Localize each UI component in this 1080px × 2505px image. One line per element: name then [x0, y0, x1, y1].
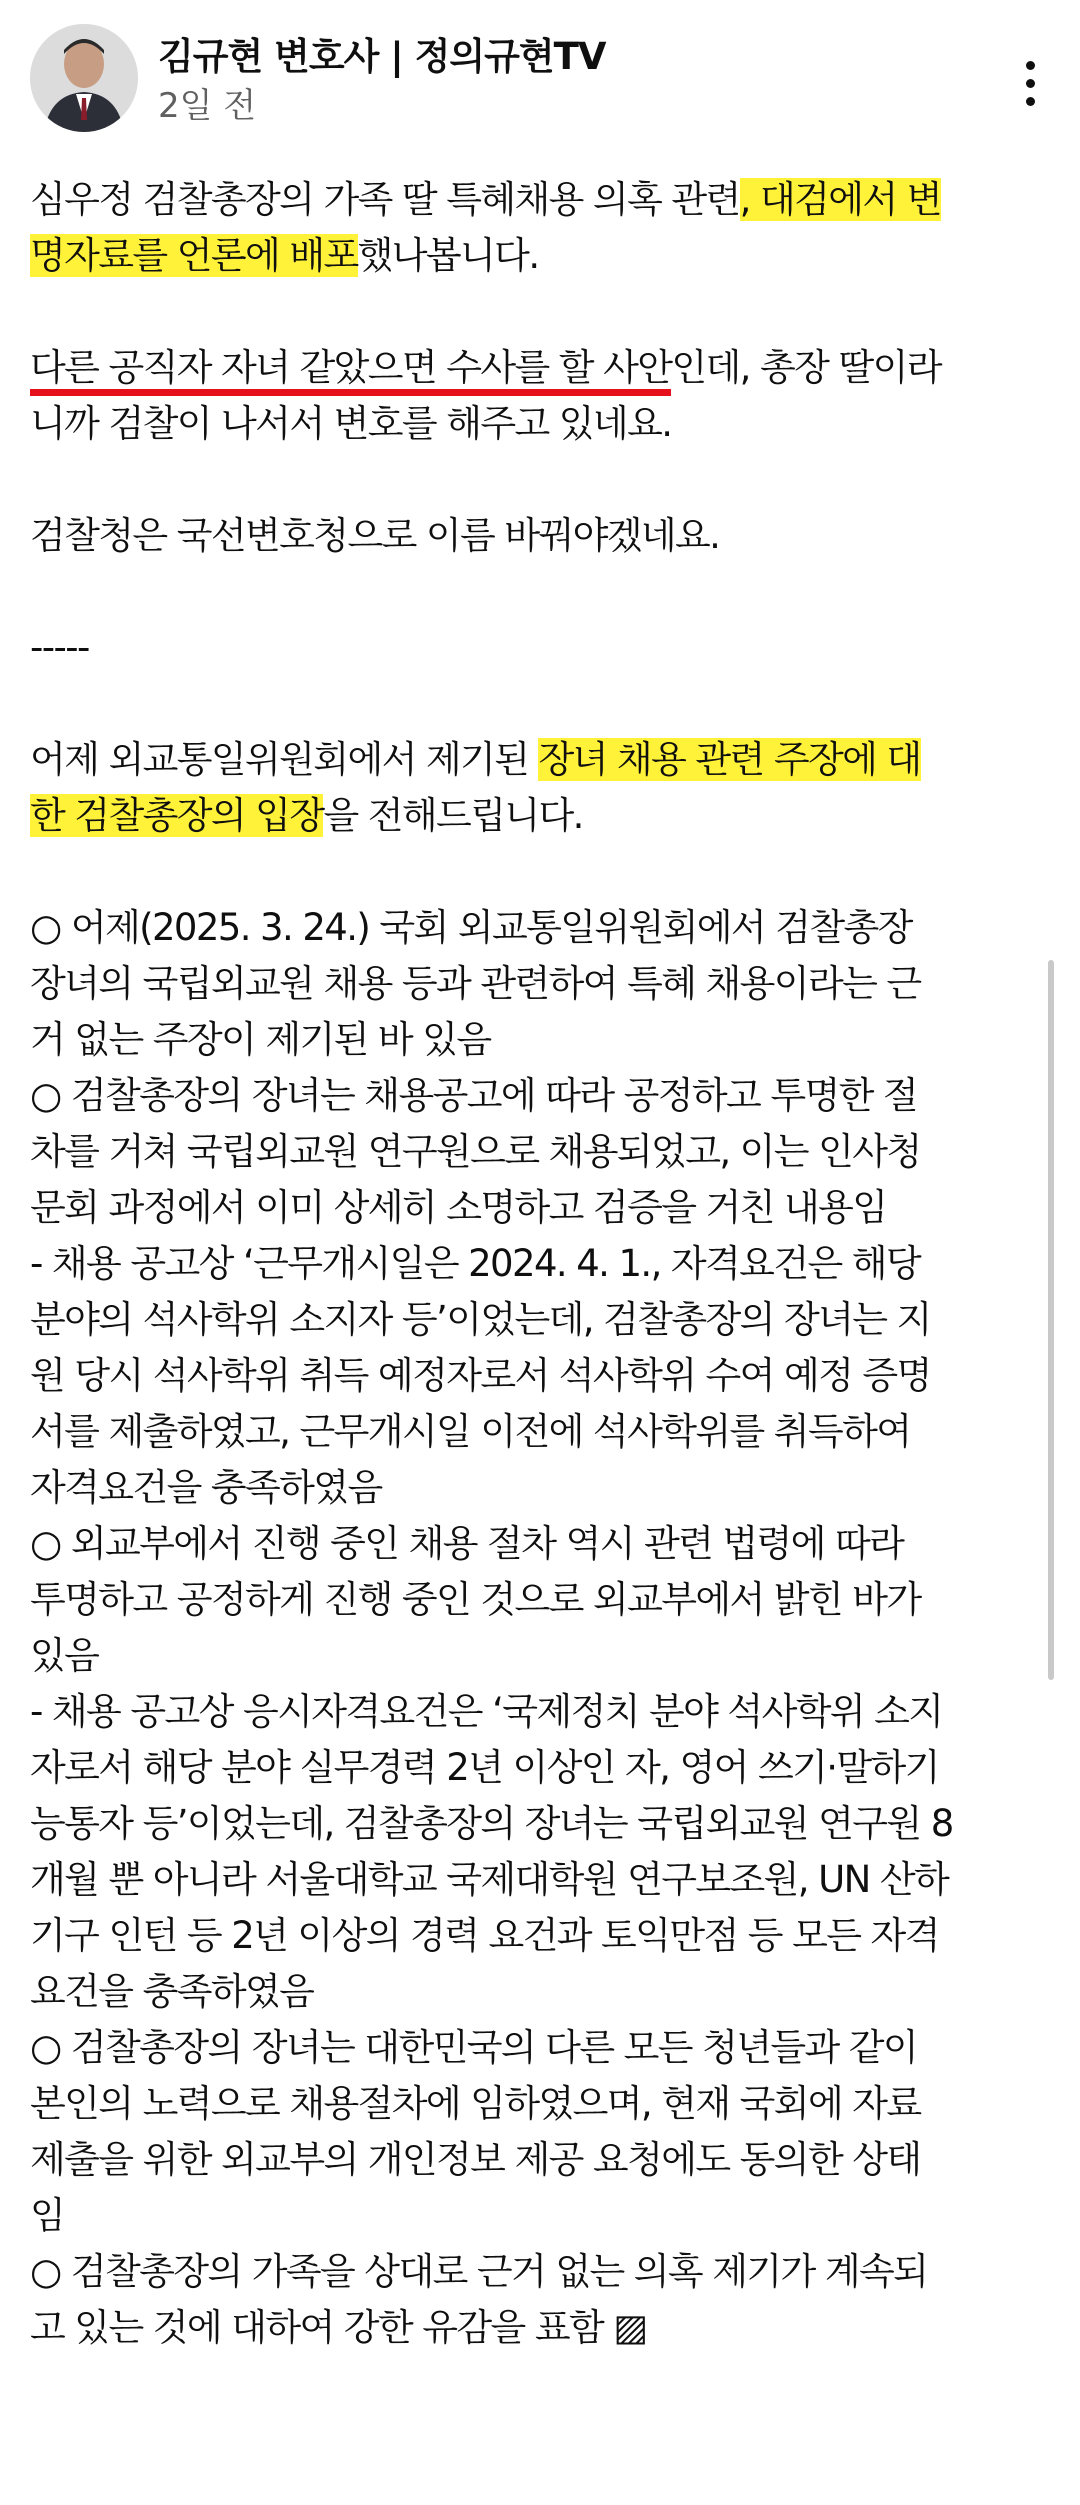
statement-line: 기구 인턴 등 2년 이상의 경력 요건과 토익만점 등 모든 자격 [30, 1914, 939, 1957]
post-line [30, 228, 1055, 284]
statement-line: 본인의 노력으로 채용절차에 임하였으며, 현재 국회에 자료 [30, 2082, 921, 2125]
statement-line: ○ 어제(2025. 3. 24.) 국회 외교통일위원회에서 검찰총장 [30, 906, 912, 949]
post-line: 검찰청은 국선변호청으로 이름 바꿔야겠네요. [30, 514, 720, 557]
avatar[interactable] [30, 24, 138, 132]
post-time: 2일 전 [158, 86, 257, 126]
statement-line: 임 [30, 2194, 65, 2237]
post-line [30, 788, 1055, 844]
statement-line: 개월 뿐 아니라 서울대학교 국제대학원 연구보조원, UN 산하 [30, 1858, 949, 1901]
statement-line: 차를 거쳐 국립외교원 연구원으로 채용되었고, 이는 인사청 [30, 1130, 921, 1173]
underlined-text: 다른 공직자 자녀 같았으면 수사를 할 사안 [30, 346, 671, 396]
author-name[interactable]: 김규현 변호사 | 정의규현TV [158, 35, 606, 78]
statement-line: 투명하고 공정하게 진행 중인 것으로 외교부에서 밝힌 바가 [30, 1578, 921, 1621]
post-text: 했나봅니다. [357, 234, 539, 277]
post-text: 어제 외교통일위원회에서 제기된 [30, 738, 539, 781]
highlighted-text: 명자료를 언론에 배포 [30, 234, 358, 277]
divider-text: ----- [30, 626, 89, 669]
post-header [0, 0, 1080, 150]
statement-line: 요건을 충족하였음 [30, 1970, 314, 2013]
statement-line: ○ 검찰총장의 장녀는 대한민국의 다른 모든 청년들과 같이 [30, 2026, 918, 2069]
post-text: 인데, 총장 딸이라 [671, 346, 941, 389]
post-line [30, 732, 1055, 788]
statement-line: ○ 검찰총장의 가족을 상대로 근거 없는 의혹 제기가 계속되 [30, 2250, 928, 2293]
statement-line: 원 당시 석사학위 취득 예정자로서 석사학위 수여 예정 증명 [30, 1354, 931, 1397]
post-text: 심우정 검찰총장의 가족 딸 특혜채용 의혹 관련 [30, 178, 740, 221]
highlighted-text: 한 검찰총장의 입장 [30, 794, 324, 837]
post-line [30, 172, 1055, 228]
highlighted-text: 장녀 채용 관련 주장에 대 [538, 738, 921, 781]
statement-line: 자격요건을 충족하였음 [30, 1466, 382, 1509]
post-text: 을 전해드립니다. [323, 794, 583, 837]
statement-line: - 채용 공고상 ‘근무개시일은 2024. 4. 1., 자격요건은 해당 [30, 1242, 921, 1285]
statement-line: 고 있는 것에 대하여 강한 유감을 표함 ▨ [30, 2306, 647, 2349]
highlighted-text: , 대검에서 변 [739, 178, 941, 221]
post-body [30, 172, 1055, 2356]
scrollbar[interactable] [1048, 960, 1054, 1680]
statement-line: 문회 과정에서 이미 상세히 소명하고 검증을 거친 내용임 [30, 1186, 887, 1229]
statement-line: 장녀의 국립외교원 채용 등과 관련하여 특혜 채용이라는 근 [30, 962, 921, 1005]
statement-line: 거 없는 주장이 제기된 바 있음 [30, 1018, 491, 1061]
statement-line: - 채용 공고상 응시자격요건은 ‘국제정치 분야 석사학위 소지 [30, 1690, 943, 1733]
statement-line: 분야의 석사학위 소지자 등’이었는데, 검찰총장의 장녀는 지 [30, 1298, 931, 1341]
profile-photo-icon [30, 24, 138, 132]
statement-line: 자로서 해당 분야 실무경력 2년 이상인 자, 영어 쓰기·말하기 [30, 1746, 939, 1789]
statement-line: 있음 [30, 1634, 99, 1677]
statement-line: ○ 외교부에서 진행 중인 채용 절차 역시 관련 법령에 따라 [30, 1522, 904, 1565]
statement-line: 서를 제출하였고, 근무개시일 이전에 석사학위를 취득하여 [30, 1410, 911, 1453]
statement-line: ○ 검찰총장의 장녀는 채용공고에 따라 공정하고 투명한 절 [30, 1074, 918, 1117]
post-line: 니까 검찰이 나서서 변호를 해주고 있네요. [30, 402, 672, 445]
more-vertical-icon[interactable] [1010, 58, 1050, 114]
statement-line: 능통자 등’이었는데, 검찰총장의 장녀는 국립외교원 연구원 8 [30, 1802, 953, 1845]
statement-line: 제출을 위한 외교부의 개인정보 제공 요청에도 동의한 상태 [30, 2138, 921, 2181]
post-line [30, 340, 1055, 396]
